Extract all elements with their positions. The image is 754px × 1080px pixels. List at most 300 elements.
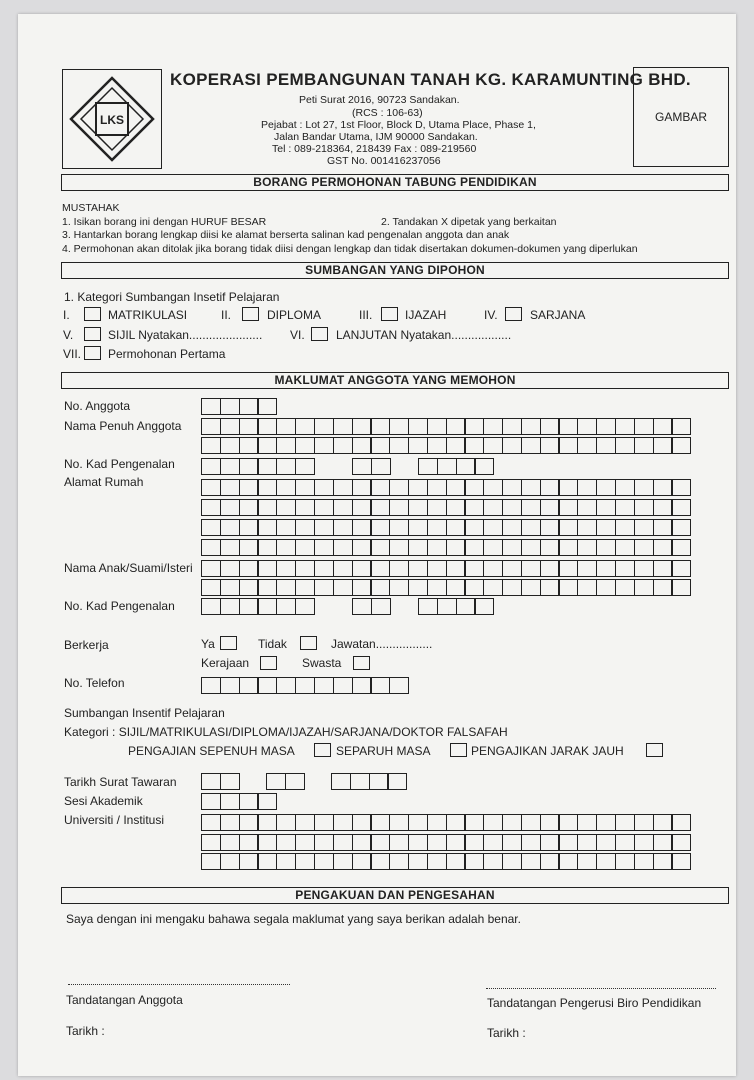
input-box[interactable] [295,479,315,496]
input-box[interactable] [201,398,221,415]
input-box[interactable] [352,579,372,596]
no-anggota-boxes[interactable] [201,398,277,415]
input-box[interactable] [456,458,476,475]
input-box[interactable] [653,853,673,870]
input-box[interactable] [295,579,315,596]
input-box[interactable] [596,499,616,516]
input-box[interactable] [314,853,334,870]
input-box[interactable] [464,418,484,435]
input-box[interactable] [239,677,259,694]
input-box[interactable] [474,598,494,615]
input-box[interactable] [220,579,240,596]
input-box[interactable] [483,418,503,435]
no-kp2-boxes-part-2[interactable] [352,598,391,615]
input-box[interactable] [615,519,635,536]
input-box[interactable] [239,418,259,435]
jarak-jauh-checkbox[interactable] [646,743,663,757]
no-kp2-boxes-part-3[interactable] [418,598,494,615]
tidak-checkbox[interactable] [300,636,317,650]
input-box[interactable] [634,519,654,536]
input-box[interactable] [483,814,503,831]
input-box[interactable] [437,598,457,615]
input-box[interactable] [314,677,334,694]
sepenuh-masa-checkbox[interactable] [314,743,331,757]
input-box[interactable] [333,814,353,831]
input-box[interactable] [615,834,635,851]
input-box[interactable] [276,579,296,596]
input-box[interactable] [371,598,391,615]
input-box[interactable] [634,479,654,496]
nama-anak-boxes-row-2[interactable] [201,579,691,596]
input-box[interactable] [483,437,503,454]
input-box[interactable] [239,519,259,536]
input-box[interactable] [295,853,315,870]
input-box[interactable] [389,418,409,435]
input-box[interactable] [239,479,259,496]
input-box[interactable] [220,598,240,615]
telefon-boxes[interactable] [201,677,409,694]
input-box[interactable] [521,853,541,870]
input-box[interactable] [201,834,221,851]
input-box[interactable] [483,479,503,496]
input-box[interactable] [464,579,484,596]
input-box[interactable] [370,519,390,536]
input-box[interactable] [239,539,259,556]
input-box[interactable] [418,458,438,475]
input-box[interactable] [276,499,296,516]
ya-checkbox[interactable] [220,636,237,650]
input-box[interactable] [464,479,484,496]
input-box[interactable] [220,539,240,556]
lanjutan-checkbox[interactable] [311,327,328,341]
input-box[interactable] [220,418,240,435]
input-box[interactable] [370,560,390,577]
input-box[interactable] [257,677,277,694]
input-box[interactable] [427,479,447,496]
input-box[interactable] [502,853,522,870]
input-box[interactable] [671,418,691,435]
input-box[interactable] [615,479,635,496]
input-box[interactable] [521,479,541,496]
input-box[interactable] [352,598,372,615]
input-box[interactable] [276,519,296,536]
input-box[interactable] [464,499,484,516]
input-box[interactable] [596,814,616,831]
input-box[interactable] [295,834,315,851]
input-box[interactable] [352,418,372,435]
input-box[interactable] [521,519,541,536]
input-box[interactable] [577,579,597,596]
input-box[interactable] [653,834,673,851]
input-box[interactable] [333,437,353,454]
alamat-boxes-row-3[interactable] [201,519,691,536]
input-box[interactable] [352,479,372,496]
input-box[interactable] [333,579,353,596]
input-box[interactable] [558,560,578,577]
input-box[interactable] [257,560,277,577]
input-box[interactable] [389,853,409,870]
input-box[interactable] [464,560,484,577]
input-box[interactable] [671,560,691,577]
input-box[interactable] [276,418,296,435]
separuh-masa-checkbox[interactable] [450,743,467,757]
input-box[interactable] [615,560,635,577]
input-box[interactable] [521,437,541,454]
input-box[interactable] [671,853,691,870]
input-box[interactable] [201,499,221,516]
input-box[interactable] [314,579,334,596]
input-box[interactable] [295,458,315,475]
input-box[interactable] [558,499,578,516]
ijazah-checkbox[interactable] [381,307,398,321]
input-box[interactable] [427,814,447,831]
input-box[interactable] [502,437,522,454]
input-box[interactable] [389,560,409,577]
input-box[interactable] [540,560,560,577]
input-box[interactable] [220,793,240,810]
input-box[interactable] [369,773,389,790]
input-box[interactable] [370,437,390,454]
input-box[interactable] [389,579,409,596]
input-box[interactable] [333,539,353,556]
input-box[interactable] [521,834,541,851]
input-box[interactable] [201,793,221,810]
input-box[interactable] [239,560,259,577]
input-box[interactable] [615,814,635,831]
input-box[interactable] [314,834,334,851]
input-box[interactable] [352,560,372,577]
input-box[interactable] [634,499,654,516]
nama-penuh-boxes-row-2[interactable] [201,437,691,454]
input-box[interactable] [352,519,372,536]
alamat-boxes-row-4[interactable] [201,539,691,556]
input-box[interactable] [653,437,673,454]
alamat-boxes-row-2[interactable] [201,499,691,516]
input-box[interactable] [331,773,351,790]
input-box[interactable] [464,814,484,831]
input-box[interactable] [502,814,522,831]
no-kp-boxes-part-2[interactable] [352,458,391,475]
input-box[interactable] [502,519,522,536]
input-box[interactable] [389,834,409,851]
input-box[interactable] [257,418,277,435]
input-box[interactable] [653,579,673,596]
input-box[interactable] [446,814,466,831]
input-box[interactable] [408,479,428,496]
input-box[interactable] [239,579,259,596]
input-box[interactable] [540,479,560,496]
input-box[interactable] [239,834,259,851]
input-box[interactable] [220,479,240,496]
input-box[interactable] [257,814,277,831]
input-box[interactable] [521,579,541,596]
input-box[interactable] [352,853,372,870]
input-box[interactable] [389,519,409,536]
input-box[interactable] [314,519,334,536]
input-box[interactable] [671,814,691,831]
input-box[interactable] [483,853,503,870]
input-box[interactable] [295,677,315,694]
input-box[interactable] [483,499,503,516]
input-box[interactable] [389,677,409,694]
input-box[interactable] [483,579,503,596]
input-box[interactable] [239,458,259,475]
input-box[interactable] [387,773,407,790]
input-box[interactable] [370,539,390,556]
input-box[interactable] [333,834,353,851]
input-box[interactable] [577,479,597,496]
input-box[interactable] [408,437,428,454]
input-box[interactable] [521,560,541,577]
sarjana-checkbox[interactable] [505,307,522,321]
input-box[interactable] [257,499,277,516]
sesi-akademik-boxes[interactable] [201,793,277,810]
input-box[interactable] [427,499,447,516]
input-box[interactable] [257,398,277,415]
input-box[interactable] [540,814,560,831]
input-box[interactable] [276,834,296,851]
input-box[interactable] [464,834,484,851]
input-box[interactable] [333,560,353,577]
input-box[interactable] [257,519,277,536]
input-box[interactable] [239,814,259,831]
input-box[interactable] [483,519,503,536]
input-box[interactable] [558,814,578,831]
input-box[interactable] [446,539,466,556]
input-box[interactable] [257,793,277,810]
signature-line-anggota[interactable] [68,984,290,985]
input-box[interactable] [389,539,409,556]
input-box[interactable] [427,853,447,870]
input-box[interactable] [276,853,296,870]
input-box[interactable] [201,853,221,870]
input-box[interactable] [558,437,578,454]
input-box[interactable] [239,499,259,516]
input-box[interactable] [370,814,390,831]
input-box[interactable] [483,560,503,577]
input-box[interactable] [408,499,428,516]
input-box[interactable] [446,418,466,435]
input-box[interactable] [596,418,616,435]
input-box[interactable] [276,437,296,454]
input-box[interactable] [521,418,541,435]
input-box[interactable] [201,579,221,596]
input-box[interactable] [352,437,372,454]
input-box[interactable] [201,479,221,496]
input-box[interactable] [558,834,578,851]
universiti-boxes-row-2[interactable] [201,834,691,851]
input-box[interactable] [653,499,673,516]
input-box[interactable] [464,853,484,870]
permohonan-pertama-checkbox[interactable] [84,346,101,360]
matrikulasi-checkbox[interactable] [84,307,101,321]
input-box[interactable] [502,418,522,435]
input-box[interactable] [596,579,616,596]
input-box[interactable] [370,499,390,516]
input-box[interactable] [634,834,654,851]
input-box[interactable] [276,479,296,496]
input-box[interactable] [577,499,597,516]
input-box[interactable] [615,579,635,596]
input-box[interactable] [540,499,560,516]
input-box[interactable] [446,560,466,577]
input-box[interactable] [540,437,560,454]
input-box[interactable] [483,834,503,851]
input-box[interactable] [370,677,390,694]
input-box[interactable] [239,437,259,454]
input-box[interactable] [220,437,240,454]
input-box[interactable] [408,418,428,435]
input-box[interactable] [577,418,597,435]
input-box[interactable] [314,479,334,496]
input-box[interactable] [352,539,372,556]
input-box[interactable] [427,579,447,596]
input-box[interactable] [446,834,466,851]
input-box[interactable] [596,853,616,870]
input-box[interactable] [201,598,221,615]
input-box[interactable] [558,539,578,556]
input-box[interactable] [540,519,560,536]
input-box[interactable] [389,437,409,454]
input-box[interactable] [371,458,391,475]
input-box[interactable] [257,853,277,870]
input-box[interactable] [370,418,390,435]
input-box[interactable] [634,814,654,831]
input-box[interactable] [370,479,390,496]
no-kp2-boxes-part-1[interactable] [201,598,315,615]
no-kp-boxes-part-3[interactable] [418,458,494,475]
input-box[interactable] [314,539,334,556]
input-box[interactable] [521,499,541,516]
input-box[interactable] [456,598,476,615]
input-box[interactable] [446,479,466,496]
input-box[interactable] [540,418,560,435]
input-box[interactable] [634,560,654,577]
input-box[interactable] [446,579,466,596]
input-box[interactable] [464,539,484,556]
input-box[interactable] [558,479,578,496]
input-box[interactable] [634,853,654,870]
input-box[interactable] [464,437,484,454]
input-box[interactable] [257,437,277,454]
kerajaan-checkbox[interactable] [260,656,277,670]
input-box[interactable] [540,853,560,870]
tarikh-surat-year-boxes[interactable] [331,773,407,790]
input-box[interactable] [333,479,353,496]
alamat-boxes-row-1[interactable] [201,479,691,496]
input-box[interactable] [596,479,616,496]
input-box[interactable] [634,539,654,556]
input-box[interactable] [239,793,259,810]
input-box[interactable] [201,437,221,454]
input-box[interactable] [653,814,673,831]
input-box[interactable] [577,814,597,831]
input-box[interactable] [408,519,428,536]
diploma-checkbox[interactable] [242,307,259,321]
input-box[interactable] [333,853,353,870]
input-box[interactable] [314,560,334,577]
input-box[interactable] [464,519,484,536]
input-box[interactable] [540,834,560,851]
input-box[interactable] [577,834,597,851]
input-box[interactable] [314,814,334,831]
input-box[interactable] [671,834,691,851]
input-box[interactable] [558,418,578,435]
input-box[interactable] [239,598,259,615]
input-box[interactable] [427,834,447,851]
input-box[interactable] [653,479,673,496]
input-box[interactable] [333,499,353,516]
input-box[interactable] [295,539,315,556]
input-box[interactable] [295,519,315,536]
input-box[interactable] [314,418,334,435]
input-box[interactable] [239,398,259,415]
input-box[interactable] [408,853,428,870]
input-box[interactable] [418,598,438,615]
input-box[interactable] [370,834,390,851]
input-box[interactable] [596,560,616,577]
nama-penuh-boxes-row-1[interactable] [201,418,691,435]
input-box[interactable] [408,539,428,556]
input-box[interactable] [352,834,372,851]
input-box[interactable] [474,458,494,475]
input-box[interactable] [389,814,409,831]
input-box[interactable] [615,539,635,556]
input-box[interactable] [266,773,286,790]
input-box[interactable] [370,853,390,870]
universiti-boxes-row-3[interactable] [201,853,691,870]
input-box[interactable] [540,539,560,556]
input-box[interactable] [427,418,447,435]
input-box[interactable] [333,677,353,694]
input-box[interactable] [220,398,240,415]
input-box[interactable] [220,773,240,790]
input-box[interactable] [295,437,315,454]
input-box[interactable] [408,814,428,831]
input-box[interactable] [577,539,597,556]
input-box[interactable] [615,418,635,435]
no-kp-boxes-part-1[interactable] [201,458,315,475]
input-box[interactable] [671,499,691,516]
input-box[interactable] [502,539,522,556]
input-box[interactable] [220,458,240,475]
input-box[interactable] [615,499,635,516]
input-box[interactable] [295,814,315,831]
input-box[interactable] [352,677,372,694]
input-box[interactable] [257,479,277,496]
input-box[interactable] [257,539,277,556]
input-box[interactable] [446,853,466,870]
input-box[interactable] [352,499,372,516]
input-box[interactable] [634,579,654,596]
input-box[interactable] [276,598,296,615]
input-box[interactable] [220,499,240,516]
input-box[interactable] [408,834,428,851]
input-box[interactable] [201,539,221,556]
input-box[interactable] [596,539,616,556]
input-box[interactable] [201,773,221,790]
input-box[interactable] [634,437,654,454]
input-box[interactable] [596,519,616,536]
input-box[interactable] [653,519,673,536]
input-box[interactable] [540,579,560,596]
input-box[interactable] [446,499,466,516]
input-box[interactable] [257,834,277,851]
input-box[interactable] [502,499,522,516]
input-box[interactable] [314,437,334,454]
input-box[interactable] [295,560,315,577]
signature-line-pengerusi[interactable] [486,988,716,989]
